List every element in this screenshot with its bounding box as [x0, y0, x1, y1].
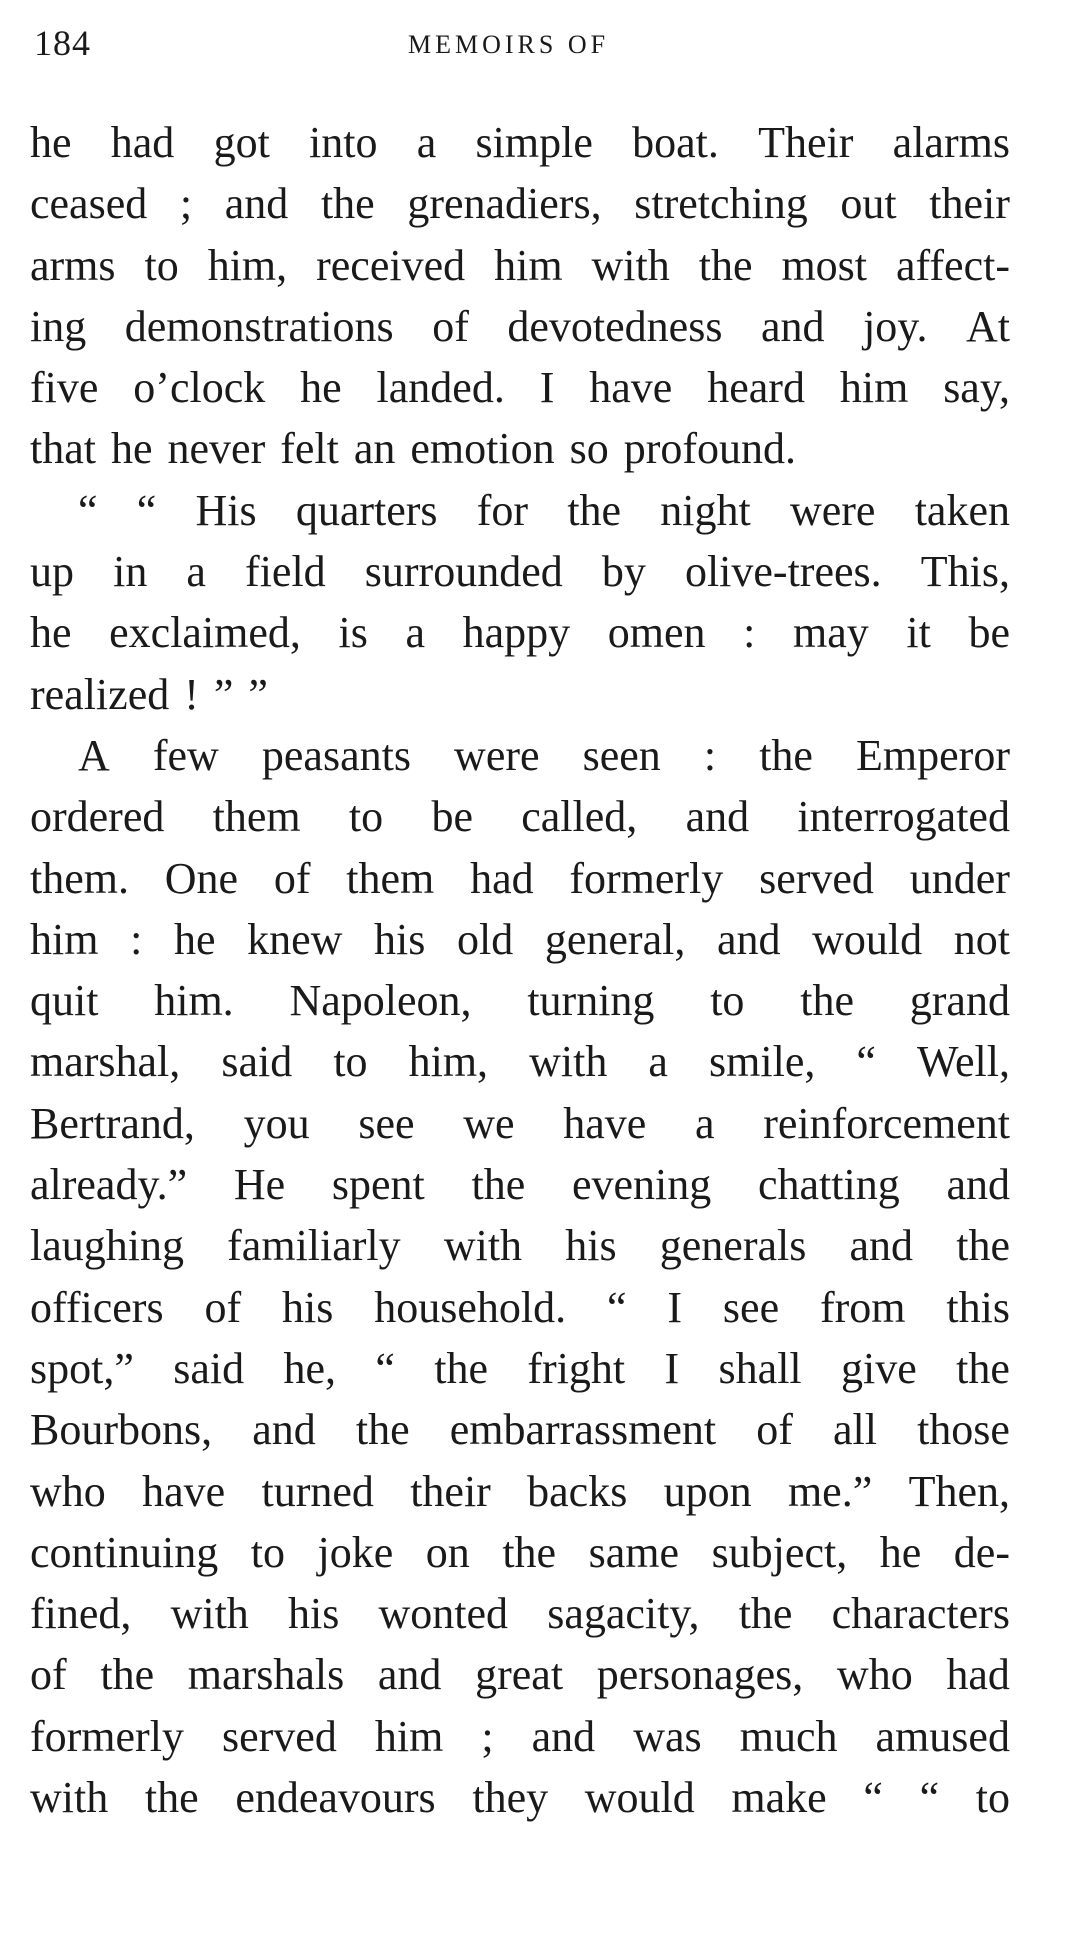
- text-line: Bertrand, you see we have a reinforcement: [30, 1098, 1010, 1148]
- text-line: continuing to joke on the same subject, he de-: [30, 1527, 1010, 1577]
- text-line: him : he knew his old general, and would not: [30, 914, 1010, 964]
- text-line: ing demonstrations of devotedness and joy. At: [30, 301, 1010, 351]
- text-line: ordered them to be called, and interrogated: [30, 792, 1010, 842]
- text-line: officers of his household. “ I see from this: [30, 1282, 1010, 1332]
- text-line: spot,” said he, “ the fright I shall give the: [30, 1343, 1010, 1393]
- page-header: [28, 22, 1028, 72]
- text-line: that he never felt an emotion so profound.: [30, 424, 797, 474]
- text-line: he exclaimed, is a happy omen : may it be: [30, 608, 1010, 658]
- text-line: A few peasants were seen : the Emperor: [78, 730, 1010, 780]
- text-line: laughing familiarly with his generals and the: [30, 1221, 1010, 1271]
- text-line: five o’clock he landed. I have heard him say,: [30, 363, 1010, 413]
- text-line: already.” He spent the evening chatting and: [30, 1160, 1010, 1210]
- text-line: marshal, said to him, with a smile, “ Well,: [30, 1037, 1010, 1087]
- text-line: ceased ; and the grenadiers, stretching out their: [30, 179, 1010, 229]
- text-line: quit him. Napoleon, turning to the grand: [30, 976, 1010, 1026]
- text-line: he had got into a simple boat. Their alarms: [30, 118, 1010, 167]
- running-head: MEMOIRS OF: [408, 30, 610, 59]
- text-line: realized ! ” ”: [30, 669, 268, 719]
- text-line: Bourbons, and the embarrassment of all those: [30, 1405, 1010, 1455]
- text-line: them. One of them had formerly served under: [30, 853, 1010, 903]
- text-line: arms to him, received him with the most affect-: [30, 240, 1010, 290]
- text-line: fined, with his wonted sagacity, the characters: [30, 1589, 1010, 1639]
- text-line: up in a field surrounded by olive-trees. This,: [30, 547, 1010, 597]
- text-line: with the endeavours they would make “ “ to: [30, 1773, 1010, 1823]
- text-line: of the marshals and great personages, who had: [30, 1650, 1010, 1700]
- text-line: formerly served him ; and was much amused: [30, 1711, 1010, 1761]
- text-line: who have turned their backs upon me.” Then,: [30, 1466, 1010, 1516]
- page-number: 184: [34, 23, 91, 63]
- text-line: “ “ His quarters for the night were taken: [78, 485, 1010, 535]
- body-text: [30, 112, 1010, 1828]
